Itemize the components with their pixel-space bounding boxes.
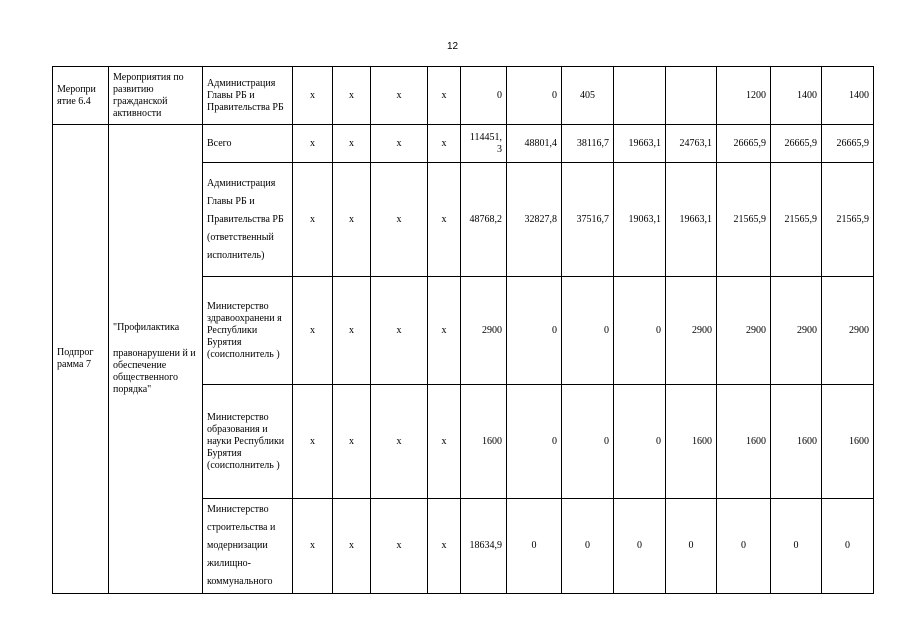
year-value-cell: 21565,9 <box>717 163 771 277</box>
year-value-cell: 0 <box>717 499 771 594</box>
code-cell: x <box>371 163 428 277</box>
year-value-cell: 1200 <box>717 67 771 125</box>
measure-code-cell: Меропри ятие 6.4 <box>53 67 109 125</box>
year-value-cell: 1600 <box>822 385 874 499</box>
code-cell: x <box>293 277 333 385</box>
year-value-cell: 19663,1 <box>614 125 666 163</box>
year-value-cell: 0 <box>771 499 822 594</box>
executor-cell: Администрация Главы РБ и Правительства РБ <box>203 67 293 125</box>
executor-cell: Министерство образования и науки Республики Бурятия (соисполнитель ) <box>203 385 293 499</box>
year-value-cell: 0 <box>614 385 666 499</box>
code-cell: x <box>293 125 333 163</box>
year-value-cell: 0 <box>507 67 562 125</box>
year-value-cell: 21565,9 <box>771 163 822 277</box>
code-cell: x <box>333 277 371 385</box>
code-cell: x <box>293 163 333 277</box>
code-cell: x <box>333 125 371 163</box>
total-value-cell: 18634,9 <box>461 499 507 594</box>
year-value-cell: 0 <box>614 499 666 594</box>
code-cell: x <box>333 163 371 277</box>
code-cell: x <box>293 67 333 125</box>
year-value-cell: 1600 <box>771 385 822 499</box>
subprogram-name-cell <box>109 125 203 594</box>
year-value-cell: 26665,9 <box>822 125 874 163</box>
year-value-cell: 2900 <box>771 277 822 385</box>
table-row <box>53 125 874 163</box>
code-cell: x <box>371 277 428 385</box>
year-value-cell: 0 <box>507 499 562 594</box>
year-value-cell: 0 <box>822 499 874 594</box>
year-value-cell: 1400 <box>771 67 822 125</box>
year-value-cell: 0 <box>562 385 614 499</box>
year-value-cell: 38116,7 <box>562 125 614 163</box>
year-value-cell: 2900 <box>666 277 717 385</box>
total-value-cell: 1600 <box>461 385 507 499</box>
year-value-cell: 19063,1 <box>614 163 666 277</box>
code-cell: x <box>371 125 428 163</box>
subprogram-name-part1: "Профилактика <box>113 322 180 333</box>
page-number: 12 <box>446 41 459 52</box>
year-value-cell: 0 <box>562 499 614 594</box>
year-value-cell: 24763,1 <box>666 125 717 163</box>
code-cell: x <box>333 67 371 125</box>
year-value-cell: 21565,9 <box>822 163 874 277</box>
code-cell: x <box>428 163 461 277</box>
year-value-cell: 37516,7 <box>562 163 614 277</box>
code-cell: x <box>428 499 461 594</box>
year-value-cell: 48801,4 <box>507 125 562 163</box>
year-value-cell: 1600 <box>717 385 771 499</box>
executor-cell: Администрация Главы РБ и Правительства РБ (ответственный исполнитель) <box>203 163 293 277</box>
total-value-cell: 2900 <box>461 277 507 385</box>
code-cell: x <box>293 385 333 499</box>
code-cell: x <box>428 277 461 385</box>
executor-cell: Министерство строительства и модернизации жилищно- коммунального <box>203 499 293 594</box>
year-value-cell: 2900 <box>717 277 771 385</box>
total-value-cell: 114451, 3 <box>461 125 507 163</box>
year-value-cell: 405 <box>562 67 614 125</box>
year-value-cell: 1400 <box>822 67 874 125</box>
code-cell: x <box>371 385 428 499</box>
year-value-cell: 32827,8 <box>507 163 562 277</box>
code-cell: x <box>371 67 428 125</box>
year-value-cell: 0 <box>614 277 666 385</box>
subprogram-name-part2: правонарушени й и обеспечение общественного порядка" <box>113 348 196 395</box>
year-value-cell: 0 <box>666 499 717 594</box>
year-value-cell: 0 <box>562 277 614 385</box>
code-cell: x <box>371 499 428 594</box>
table-row <box>53 67 874 125</box>
executor-cell: Всего <box>203 125 293 163</box>
measure-name-cell: Мероприятия по развитию гражданской активности <box>109 67 203 125</box>
year-value-cell: 19663,1 <box>666 163 717 277</box>
year-value-cell: 0 <box>507 277 562 385</box>
code-cell: x <box>428 125 461 163</box>
code-cell: x <box>333 499 371 594</box>
code-cell: x <box>293 499 333 594</box>
year-value-cell: 0 <box>507 385 562 499</box>
year-value-cell: 26665,9 <box>771 125 822 163</box>
year-value-cell <box>614 67 666 125</box>
code-cell: x <box>428 385 461 499</box>
subprogram-code-cell: Подпрог рамма 7 <box>53 125 109 594</box>
budget-table <box>52 66 874 594</box>
year-value-cell <box>666 67 717 125</box>
code-cell: x <box>333 385 371 499</box>
year-value-cell: 1600 <box>666 385 717 499</box>
year-value-cell: 2900 <box>822 277 874 385</box>
total-value-cell: 0 <box>461 67 507 125</box>
year-value-cell: 26665,9 <box>717 125 771 163</box>
code-cell: x <box>428 67 461 125</box>
total-value-cell: 48768,2 <box>461 163 507 277</box>
executor-cell: Министерство здравоохранени я Республики Бурятия (соисполнитель ) <box>203 277 293 385</box>
